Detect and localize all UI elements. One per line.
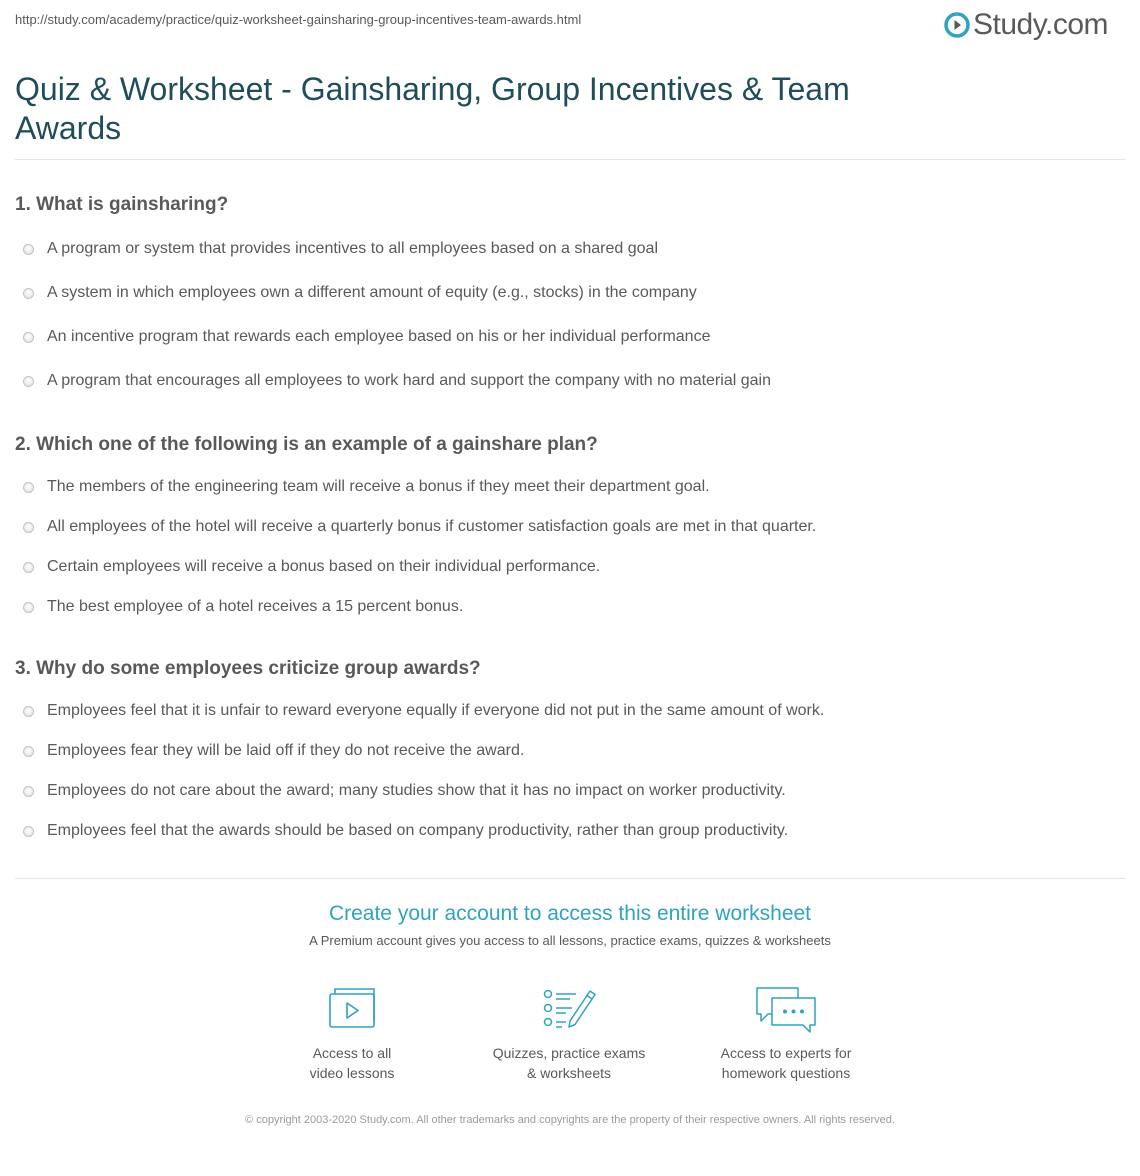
video-lessons-icon — [326, 985, 378, 1031]
answer-option[interactable] — [23, 781, 786, 801]
radio-button[interactable] — [23, 376, 34, 387]
feature-label-line2: video lessons — [309, 1065, 395, 1081]
answer-option[interactable] — [23, 327, 710, 347]
page-title: Quiz & Worksheet - Gainsharing, Group Incentives & Team Awards — [15, 71, 850, 146]
answer-option[interactable] — [23, 517, 816, 537]
feature-label-line1: Quizzes, practice exams — [492, 1045, 646, 1061]
answer-text: The best employee of a hotel receives a 15 percent bonus. — [47, 598, 464, 615]
radio-button[interactable] — [23, 746, 34, 757]
answer-text: Employees do not care about the award; many studies show that it has no impact on worker productivity. — [47, 782, 786, 799]
cta-subtitle: A Premium account gives you access to all lessons, practice exams, quizzes & worksheets — [309, 933, 831, 948]
question-2: 2. Which one of the following is an example of a gainshare plan? — [15, 434, 598, 455]
radio-button[interactable] — [23, 562, 34, 573]
answer-text: An incentive program that rewards each employee based on his or her individual performance — [47, 328, 711, 345]
title-divider — [15, 159, 1125, 160]
radio-button[interactable] — [23, 482, 34, 493]
create-account-link[interactable]: Create your account to access this entire worksheet — [328, 902, 812, 925]
answer-option[interactable] — [23, 371, 771, 391]
feature-video-lessons — [252, 985, 452, 1083]
answer-option[interactable] — [23, 741, 524, 761]
answer-option[interactable] — [23, 557, 600, 577]
play-circle-icon — [944, 12, 970, 38]
answer-text: Employees feel that it is unfair to reward everyone equally if everyone did not put in the same amount of work. — [47, 702, 825, 719]
radio-button[interactable] — [23, 522, 34, 533]
page-url: http://study.com/academy/practice/quiz-worksheet-gainsharing-group-incentives-team-awards.html — [15, 12, 582, 27]
study-logo[interactable] — [944, 7, 1108, 43]
answer-text: Certain employees will receive a bonus based on their individual performance. — [47, 558, 601, 575]
radio-button[interactable] — [23, 706, 34, 717]
question-1: 1. What is gainsharing? — [15, 194, 229, 215]
radio-button[interactable] — [23, 602, 34, 613]
feature-label-line2: homework questions — [721, 1065, 851, 1081]
feature-experts — [686, 985, 886, 1083]
feature-label-line1: Access to experts for — [720, 1045, 852, 1061]
answer-text: All employees of the hotel will receive a quarterly bonus if customer satisfaction goals are met in that quarter. — [47, 518, 817, 535]
answer-option[interactable] — [23, 239, 658, 259]
answer-option[interactable] — [23, 477, 710, 497]
answer-text: Employees fear they will be laid off if they do not receive the award. — [47, 742, 525, 759]
feature-label-line2: & worksheets — [526, 1065, 612, 1081]
radio-button[interactable] — [23, 244, 34, 255]
feature-label-line1: Access to all — [312, 1045, 392, 1061]
answer-option[interactable] — [23, 701, 824, 721]
feature-quizzes — [469, 985, 669, 1083]
answer-text: A program that encourages all employees to work hard and support the company with no material gain — [47, 372, 771, 389]
answer-text: The members of the engineering team will receive a bonus if they meet their department goal. — [47, 478, 710, 495]
answer-text: A program or system that provides incentives to all employees based on a shared goal — [47, 240, 658, 257]
quiz-checklist-icon — [540, 985, 598, 1031]
logo-text: Study.com — [973, 8, 1108, 41]
answer-text: A system in which employees own a different amount of equity (e.g., stocks) in the company — [47, 284, 697, 301]
chat-bubbles-icon — [754, 985, 818, 1035]
answer-option[interactable] — [23, 597, 463, 617]
answer-option[interactable] — [23, 821, 788, 841]
radio-button[interactable] — [23, 288, 34, 299]
answer-text: Employees feel that the awards should be based on company productivity, rather than group productivity. — [47, 822, 789, 839]
radio-button[interactable] — [23, 332, 34, 343]
answer-option[interactable] — [23, 283, 697, 303]
copyright-text: © copyright 2003-2020 Study.com. All other trademarks and copyrights are the property of their respective owners. All rights reserved. — [245, 1114, 895, 1126]
question-3: 3. Why do some employees criticize group awards? — [15, 658, 481, 679]
radio-button[interactable] — [23, 786, 34, 797]
radio-button[interactable] — [23, 826, 34, 837]
questions-divider — [15, 878, 1125, 879]
